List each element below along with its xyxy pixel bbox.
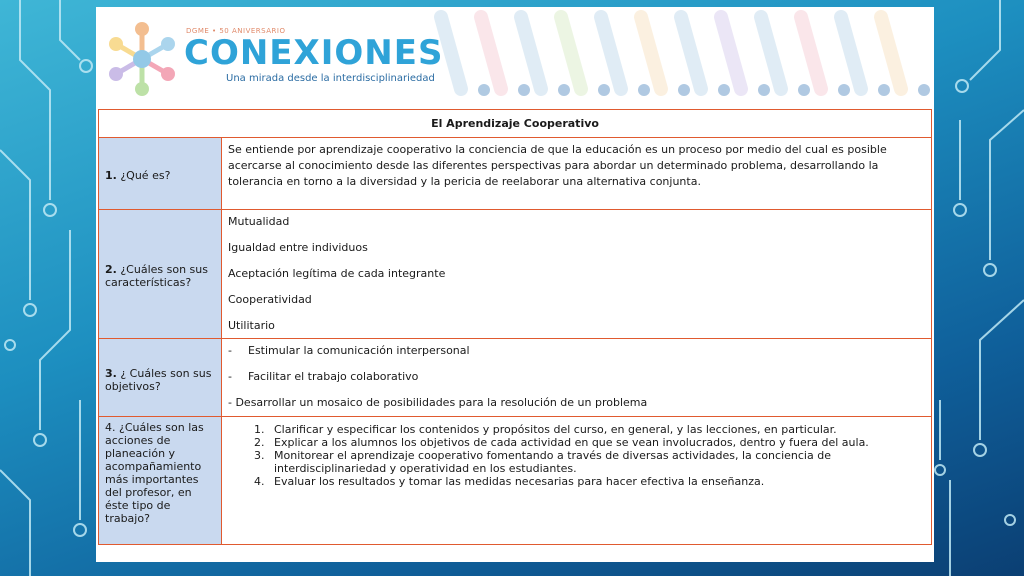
question-cell	[99, 138, 222, 210]
question-cell	[99, 210, 222, 339]
answer-cell	[222, 339, 932, 417]
question-cell	[99, 417, 222, 545]
banner-tagline: Una mirada desde la interdisciplinariedad	[226, 73, 435, 84]
list-item: 4. Evaluar los resultados y tomar las medidas necesarias para hacer efectiva la enseñanza.	[268, 475, 925, 488]
question-number: 4.	[105, 421, 116, 434]
list-item: - Desarrollar un mosaico de posibilidades para la resolución de un problema	[228, 396, 648, 409]
table-row	[99, 210, 932, 339]
table-row	[99, 339, 932, 417]
list-item-text: Estimular la comunicación interpersonal	[248, 344, 470, 357]
document-page	[96, 107, 934, 562]
actions-list	[228, 423, 925, 488]
cooperative-learning-table	[98, 109, 932, 545]
list-item: 3. Monitorear el aprendizaje cooperativo fomentando a través de diversas actividades, la conciencia de interdisciplinariedad y operatividad en los estudiantes.	[268, 449, 925, 475]
question-number: 2.	[105, 263, 117, 276]
list-item: - Estimular la comunicación interpersonal	[228, 344, 470, 357]
question-number: 3.	[105, 366, 117, 380]
list-item: Aceptación legítima de cada integrante	[228, 267, 446, 280]
question-text: ¿Cuáles son las acciones de planeación y acompañamiento más importantes del profesor, en éste tipo de trabajo?	[105, 421, 204, 525]
list-item: 2. Explicar a los alumnos los objetivos de cada actividad en que se vean involucrados, dentro y fuera del aula.	[268, 436, 925, 449]
list-item: Utilitario	[228, 319, 275, 332]
question-number: 1.	[105, 169, 117, 182]
list-item: Igualdad entre individuos	[228, 241, 368, 254]
question-cell	[99, 339, 222, 417]
list-item: Cooperatividad	[228, 293, 312, 306]
list-item: Mutualidad	[228, 215, 290, 228]
banner-title: CONEXIONES	[184, 33, 444, 73]
answer-cell: Se entiende por aprendizaje cooperativo la conciencia de que la educación es un proceso por medio del cual es posible acercarse al conocimiento desde las diferentes perspectivas para abordar un determinado problema, desarrollando la tolerancia en torno a la diversidad y la pericia de reelaborar una alternativa conjunta.	[222, 138, 932, 210]
conexiones-banner	[96, 7, 934, 107]
conexiones-logo	[102, 19, 182, 99]
banner-small-text: DGME • 50 ANIVERSARIO	[186, 27, 286, 35]
question-text: ¿ Cuáles son sus objetivos?	[105, 366, 212, 393]
table-row	[99, 138, 932, 210]
question-text: ¿Qué es?	[120, 169, 171, 182]
answer-cell	[222, 417, 932, 545]
list-item: 1. Clarificar y especificar los contenidos y propósitos del curso, en general, y las lecciones, en particular.	[268, 423, 925, 436]
table-row	[99, 417, 932, 545]
table-heading: El Aprendizaje Cooperativo	[99, 110, 932, 138]
list-item: - Facilitar el trabajo colaborativo	[228, 370, 419, 383]
answer-cell	[222, 210, 932, 339]
question-text: ¿Cuáles son sus características?	[105, 263, 208, 289]
list-item-text: Facilitar el trabajo colaborativo	[248, 370, 419, 383]
